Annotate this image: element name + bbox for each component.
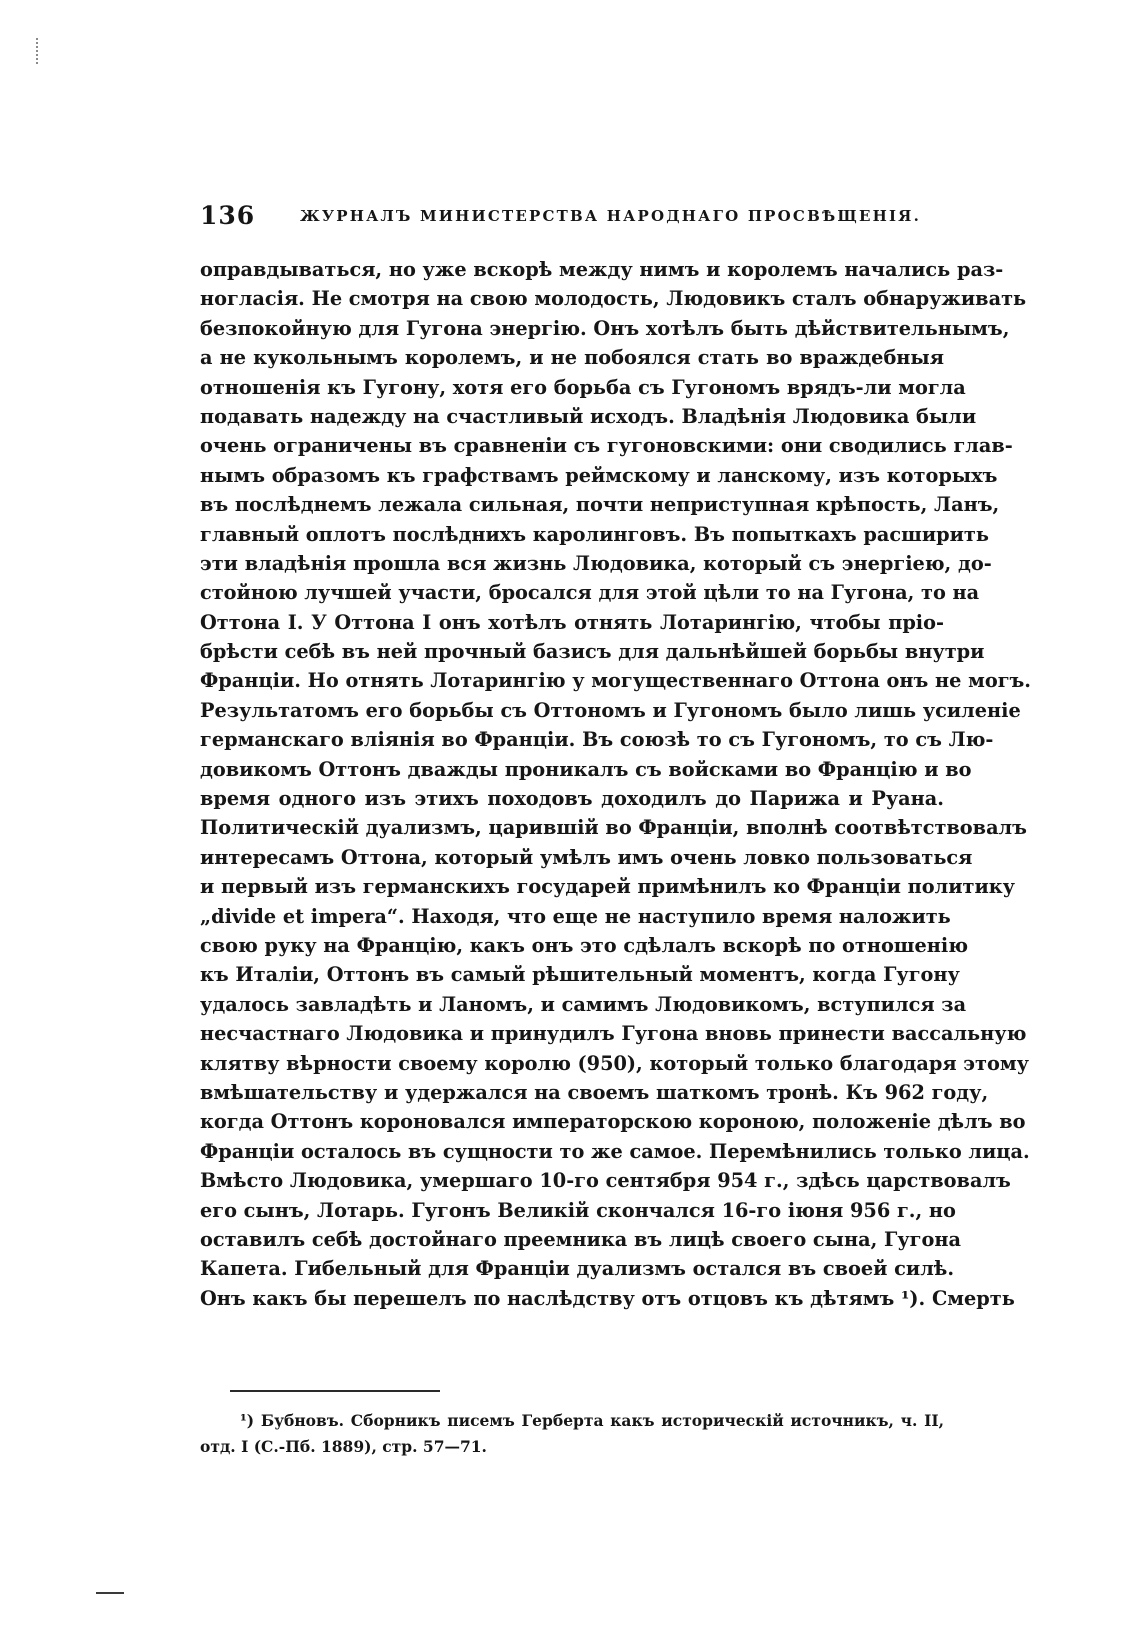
text-line: оставилъ себѣ достойнаго преемника въ лицѣ своего сына, Гугона (200, 1227, 961, 1251)
text-line: его сынъ, Лотарь. Гугонъ Великій скончался 16-го іюня 956 г., но (200, 1198, 956, 1222)
text-line: интересамъ Оттона, который умѣлъ имъ очень ловко пользоваться (200, 845, 973, 869)
text-line: „divide et impera“. Находя, что еще не наступило время наложить (200, 904, 951, 928)
text-line: безпокойную для Гугона энергію. Онъ хотѣлъ быть дѣйствительнымъ, (200, 316, 1010, 340)
text-line: довикомъ Оттонъ дважды проникалъ съ войсками во Францію и во (200, 757, 972, 781)
scan-edge-mark (96, 1592, 124, 1594)
text-line: въ послѣднемъ лежала сильная, почти неприступная крѣпость, Ланъ, (200, 493, 1000, 517)
text-line: когда Оттонъ короновался императорскою короною, положеніе дѣлъ во (200, 1110, 1026, 1134)
body-text (200, 255, 1032, 1313)
text-line: очень ограничены въ сравненіи съ гугоновскими: они сводились глав- (200, 434, 1013, 458)
text-line: главный оплотъ послѣднихъ каролинговъ. Въ попыткахъ расширить (200, 522, 989, 546)
text-line: Франціи осталось въ сущности то же самое. Перемѣнились только лица. (200, 1139, 1030, 1163)
text-line: Результатомъ его борьбы съ Оттономъ и Гугономъ было лишь усиленіе (200, 698, 1021, 722)
page-header (200, 201, 944, 231)
text-line: германскаго вліянія во Франціи. Въ союзѣ то съ Гугономъ, то съ Лю- (200, 728, 994, 752)
text-line: ногласія. Не смотря на свою молодость, Людовикъ сталъ обнаруживать (200, 287, 1027, 311)
text-line: время одного изъ этихъ походовъ доходилъ до Парижа и Руана. (200, 787, 944, 811)
text-line: клятву вѣрности своему королю (950), который только благодаря этому (200, 1051, 1029, 1075)
footnotes (200, 1408, 944, 1460)
text-line: а не кукольнымъ королемъ, и не побоялся стать во враждебныя (200, 346, 944, 370)
text-line: свою руку на Францію, какъ онъ это сдѣлалъ вскорѣ по отношенію (200, 933, 969, 957)
text-line: отношенія къ Гугону, хотя его борьба съ Гугономъ врядъ-ли могла (200, 375, 966, 399)
text-line: оправдываться, но уже вскорѣ между нимъ и королемъ начались раз- (200, 258, 1004, 281)
text-line: и первый изъ германскихъ государей примѣнилъ ко Франціи политику (200, 875, 1016, 899)
text-line: Капета. Гибельный для Франціи дуализмъ остался въ своей силѣ. (200, 1257, 955, 1281)
footnote-divider (230, 1390, 440, 1392)
text-line: Политическій дуализмъ, царившій во Франціи, вполнѣ соотвѣтствовалъ (200, 816, 1027, 840)
footnote-line: отд. I (С.-Пб. 1889), стр. 57—71. (200, 1437, 487, 1456)
text-line: подавать надежду на счастливый исходъ. Владѣнія Людовика были (200, 404, 977, 428)
footnote-line: ¹) Бубновъ. Сборникъ писемъ Герберта какъ историческій источникъ, ч. II, (240, 1411, 944, 1430)
text-line: нымъ образомъ къ графствамъ реймскому и ланскому, изъ которыхъ (200, 463, 998, 487)
text-line: Франціи. Но отнять Лотарингію у могущественнаго Оттона онъ не могъ. (200, 669, 1032, 693)
text-line: несчастнаго Людовика и принудилъ Гугона вновь принести вассальную (200, 1022, 1027, 1046)
text-line: вмѣшательству и удержался на своемъ шаткомъ тронѣ. Къ 962 году, (200, 1080, 989, 1104)
page-number: 136 (200, 201, 256, 230)
text-line: брѣсти себѣ въ ней прочный базисъ для дальнѣйшей борьбы внутри (200, 640, 985, 664)
text-line: Вмѣсто Людовика, умершаго 10-го сентября 954 г., здѣсь царствовалъ (200, 1169, 1011, 1193)
text-line: стойною лучшей участи, бросался для этой цѣли то на Гугона, то на (200, 581, 980, 605)
text-line: къ Италіи, Оттонъ въ самый рѣшительный моментъ, когда Гугону (200, 963, 960, 987)
text-line: удалось завладѣть и Ланомъ, и самимъ Людовикомъ, вступился за (200, 992, 967, 1016)
running-title: ЖУРНАЛЪ МИНИСТЕРСТВА НАРОДНАГО ПРОСВѢЩЕНІЯ. (300, 207, 922, 225)
text-line: Оттона I. У Оттона I онъ хотѣлъ отнять Лотарингію, чтобы пріо- (200, 610, 944, 634)
text-line: эти владѣнія прошла вся жизнь Людовика, который съ энергіею, до- (200, 551, 992, 575)
scan-edge-mark (36, 38, 40, 64)
text-line: Онъ какъ бы перешелъ по наслѣдству отъ отцовъ къ дѣтямъ ¹). Смерть (200, 1286, 1015, 1310)
